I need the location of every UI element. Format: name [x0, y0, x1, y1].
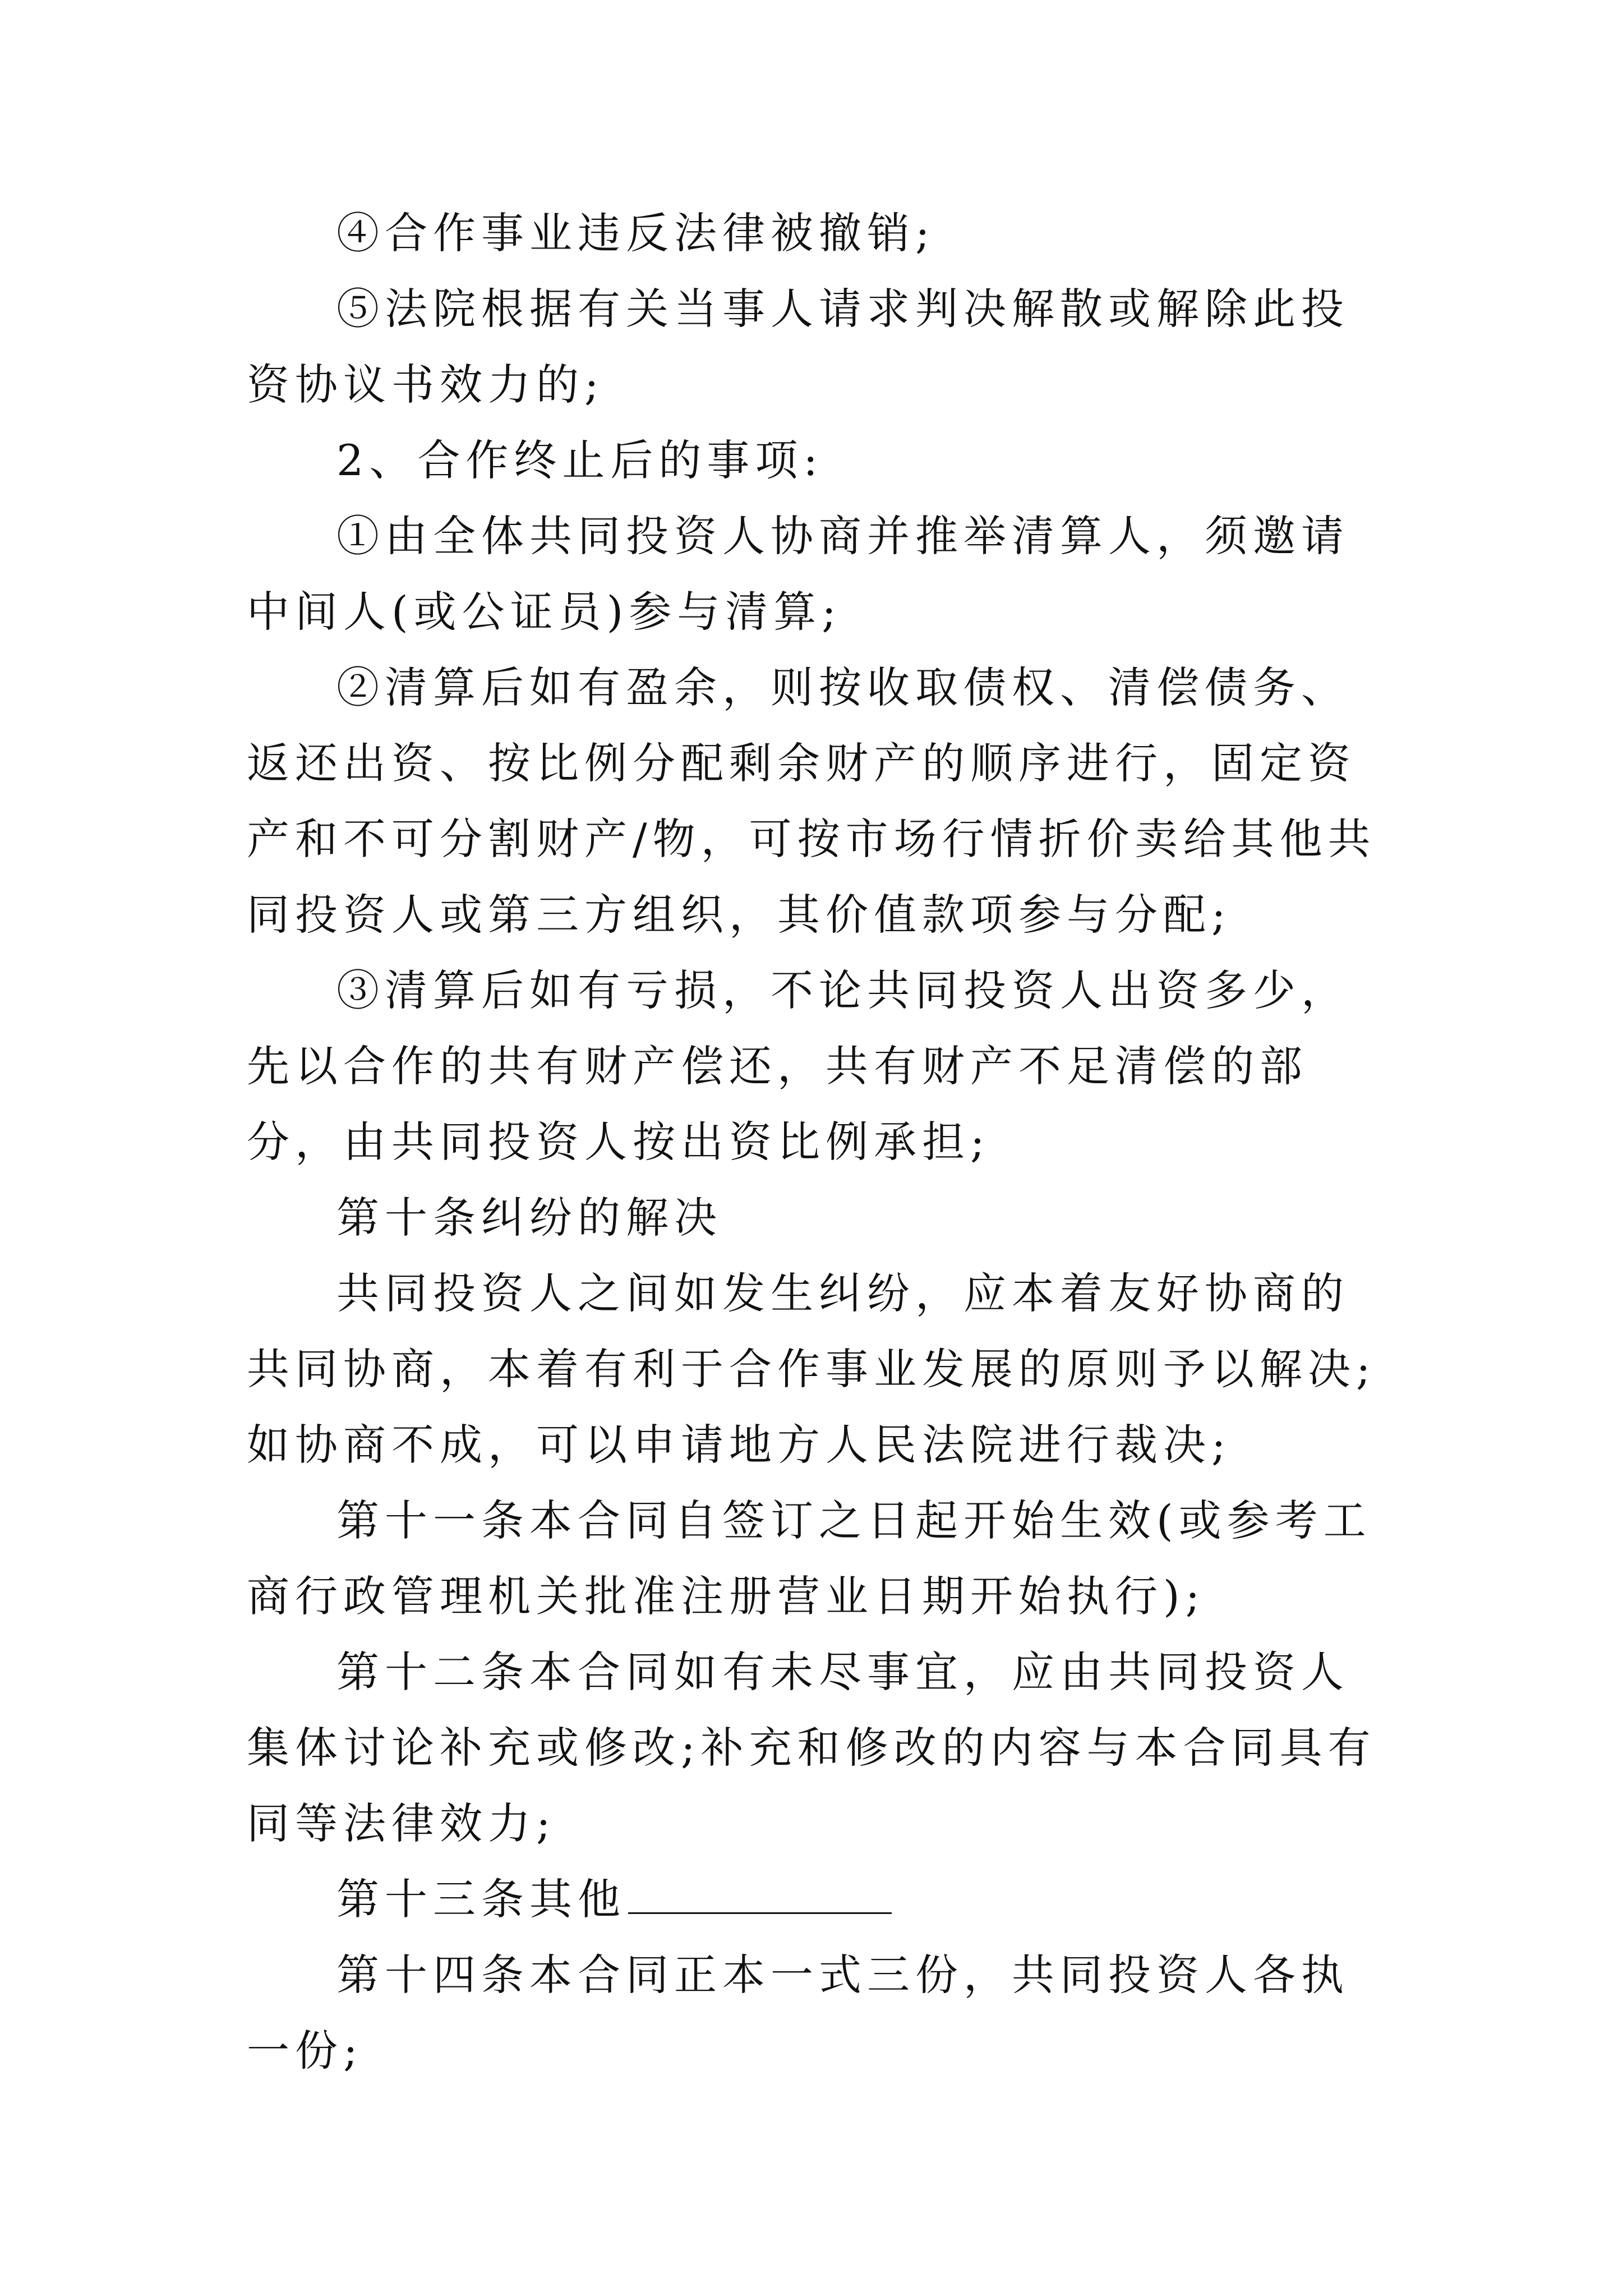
article-13: [247, 1861, 1385, 1937]
clause-item-4: ④合作事业违反法律被撤销;: [336, 208, 935, 258]
article-11: 第十一条本合同自签订之日起开始生效(或参考工商行政管理机关批准注册营业日期开始执行);: [247, 1496, 1372, 1621]
article-13-label: 第十三条其他: [336, 1874, 626, 1924]
clause-item-5: ⑤法院根据有关当事人请求判决解散或解除此投资协议书效力的;: [247, 284, 1349, 409]
article-14: 第十四条本合同正本一式三份，共同投资人各执一份;: [247, 1950, 1349, 2076]
clause-item-1: ①由全体共同投资人协商并推举清算人，须邀请中间人(或公证员)参与清算;: [247, 511, 1349, 637]
article-10-text: 共同投资人之间如发生纠纷，应本着友好协商的共同协商，本着有利于合作事业发展的原则予以解决;如协商不成，可以申请地方人民法院进行裁决;: [247, 1268, 1376, 1470]
section-heading-termination-matters: 2、合作终止后的事项:: [336, 435, 823, 485]
clause-item-2: ②清算后如有盈余，则按收取债权、清偿债务、返还出资、按比例分配剩余财产的顺序进行，固定资产和不可分割财产/物，可按市场行情折价卖给其他共同投资人或第三方组织，其价值款项参与分配;: [247, 662, 1376, 940]
article-12: 第十二条本合同如有未尽事宜，应由共同投资人集体讨论补充或修改;补充和修改的内容与本合同具有同等法律效力;: [247, 1647, 1376, 1848]
clause-item-3: ③清算后如有亏损，不论共同投资人出资多少，先以合作的共有财产偿还，共有财产不足清偿的部分，由共同投资人按出资比例承担;: [247, 965, 1349, 1167]
article-10-heading: 第十条纠纷的解决: [336, 1193, 722, 1243]
document-body: [247, 195, 1385, 2088]
fill-in-blank-line: [628, 1879, 892, 1914]
